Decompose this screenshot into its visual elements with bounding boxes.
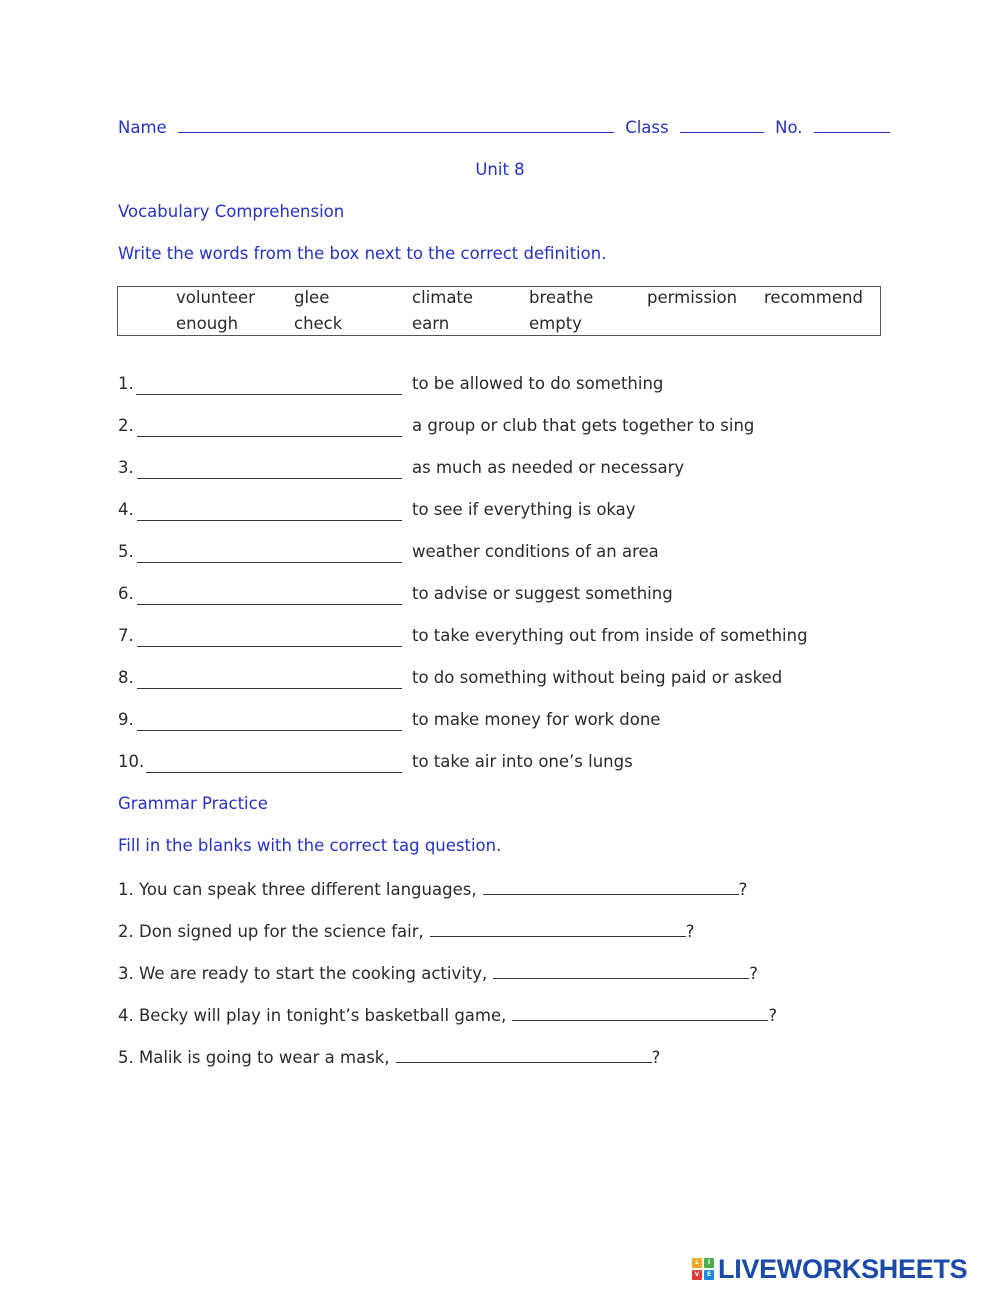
logo-block: E xyxy=(704,1270,714,1280)
logo-text: LIVEWORKSHEETS xyxy=(718,1253,968,1284)
answer-blank[interactable] xyxy=(137,710,402,731)
word-box-item: earn xyxy=(412,314,450,333)
definition-text: to see if everything is okay xyxy=(412,500,636,519)
definition-row xyxy=(118,542,659,561)
item-number: 6. xyxy=(118,584,134,603)
answer-blank[interactable] xyxy=(512,1004,768,1021)
answer-blank[interactable] xyxy=(137,542,402,563)
answer-blank[interactable] xyxy=(493,962,749,979)
definition-row xyxy=(118,710,661,729)
vocabulary-instruction: Write the words from the box next to the correct definition. xyxy=(118,244,607,263)
item-number: 9. xyxy=(118,710,134,729)
definition-text: to advise or suggest something xyxy=(412,584,673,603)
question-mark: ? xyxy=(749,964,759,983)
word-box-item: climate xyxy=(412,288,474,307)
grammar-question xyxy=(118,1046,660,1067)
answer-blank[interactable] xyxy=(137,584,402,605)
liveworksheets-logo[interactable] xyxy=(692,1255,967,1283)
grammar-heading: Grammar Practice xyxy=(118,794,268,813)
answer-blank[interactable] xyxy=(137,668,402,689)
definition-text: to make money for work done xyxy=(412,710,661,729)
word-box-item: empty xyxy=(529,314,582,333)
answer-blank[interactable] xyxy=(137,500,402,521)
number-field[interactable] xyxy=(814,118,890,133)
number-label: No. xyxy=(775,118,803,137)
item-number: 5. xyxy=(118,542,134,561)
page-title: Unit 8 xyxy=(475,160,525,179)
item-number: 3. xyxy=(118,458,134,477)
grammar-question xyxy=(118,920,695,941)
answer-blank[interactable] xyxy=(137,416,402,437)
grammar-instruction: Fill in the blanks with the correct tag question. xyxy=(118,836,502,855)
question-text: 2. Don signed up for the science fair, xyxy=(118,922,424,941)
question-text: 5. Malik is going to wear a mask, xyxy=(118,1048,390,1067)
definition-row xyxy=(118,500,636,519)
class-field[interactable] xyxy=(680,118,764,133)
answer-blank[interactable] xyxy=(137,458,402,479)
definition-text: to take air into one’s lungs xyxy=(412,752,633,771)
question-mark: ? xyxy=(651,1048,661,1067)
student-info-line xyxy=(118,118,890,137)
definition-row xyxy=(118,374,664,393)
definition-row xyxy=(118,458,685,477)
definition-row xyxy=(118,626,808,645)
item-number: 10. xyxy=(118,752,145,771)
question-text: 4. Becky will play in tonight’s basketball game, xyxy=(118,1006,507,1025)
definition-row xyxy=(118,752,633,771)
logo-blocks-icon xyxy=(692,1258,714,1280)
item-number: 7. xyxy=(118,626,134,645)
item-number: 2. xyxy=(118,416,134,435)
word-box-item: breathe xyxy=(529,288,594,307)
definition-text: to be allowed to do something xyxy=(412,374,664,393)
answer-blank[interactable] xyxy=(146,752,402,773)
definition-row xyxy=(118,416,755,435)
definition-text: to do something without being paid or asked xyxy=(412,668,783,687)
name-label: Name xyxy=(118,118,167,137)
word-box-item: check xyxy=(294,314,343,333)
word-box-item: enough xyxy=(176,314,239,333)
class-label: Class xyxy=(625,118,669,137)
answer-blank[interactable] xyxy=(136,374,402,395)
question-text: 1. You can speak three different languages, xyxy=(118,880,477,899)
logo-block: I xyxy=(704,1258,714,1268)
logo-block: L xyxy=(692,1258,702,1268)
answer-blank[interactable] xyxy=(483,878,739,895)
definition-text: to take everything out from inside of something xyxy=(412,626,808,645)
question-mark: ? xyxy=(738,880,748,899)
definition-text: a group or club that gets together to sing xyxy=(412,416,755,435)
item-number: 4. xyxy=(118,500,134,519)
word-box-item: recommend xyxy=(764,288,863,307)
grammar-question xyxy=(118,878,747,899)
name-field[interactable] xyxy=(178,118,614,133)
word-box-item: glee xyxy=(294,288,330,307)
answer-blank[interactable] xyxy=(137,626,402,647)
definition-text: as much as needed or necessary xyxy=(412,458,685,477)
vocabulary-heading: Vocabulary Comprehension xyxy=(118,202,345,221)
logo-block: V xyxy=(692,1270,702,1280)
word-box-item: permission xyxy=(647,288,738,307)
grammar-question xyxy=(118,962,758,983)
question-mark: ? xyxy=(768,1006,778,1025)
question-mark: ? xyxy=(685,922,695,941)
word-box-item: volunteer xyxy=(176,288,255,307)
answer-blank[interactable] xyxy=(396,1046,652,1063)
item-number: 1. xyxy=(118,374,134,393)
answer-blank[interactable] xyxy=(430,920,686,937)
definition-text: weather conditions of an area xyxy=(412,542,659,561)
definition-row xyxy=(118,584,673,603)
item-number: 8. xyxy=(118,668,134,687)
grammar-question xyxy=(118,1004,777,1025)
word-box xyxy=(117,286,881,336)
question-text: 3. We are ready to start the cooking activity, xyxy=(118,964,488,983)
definition-row xyxy=(118,668,783,687)
